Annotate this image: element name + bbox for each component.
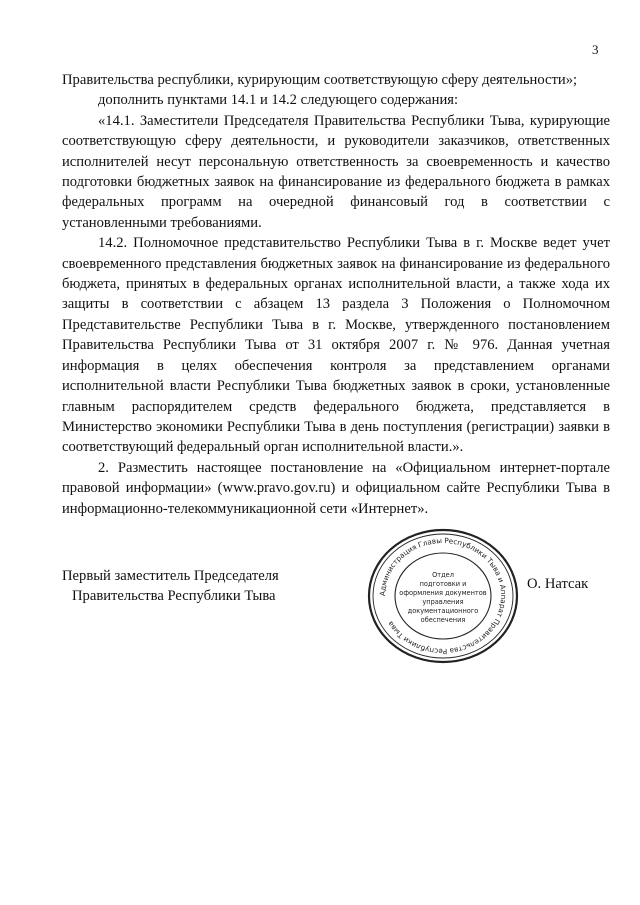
document-body — [62, 70, 610, 519]
signatory-title-line1: Первый заместитель Председателя — [62, 568, 279, 584]
stamp-center-line: оформления документов — [399, 589, 487, 597]
signatory-title-line2: Правительства Республики Тыва — [72, 588, 276, 605]
signature-block — [62, 566, 279, 607]
page-number: 3 — [592, 42, 599, 57]
signatory-name: О. Натсак — [527, 576, 589, 592]
paragraph-14-1: «14.1. Заместители Председателя Правительства Республики Тыва, курирующие соответствующую сферу деятельности, и руководители заказчиков, ответственных исполнителей несут персональную ответственность за своевременность и качество подготовки бюджетных заявок на финансирование из федерального бюджета в рамках федеральных программ на очередной финансовый год в соответствии с установленными требованиями. — [62, 112, 610, 231]
stamp-center-line: обеспечения — [420, 616, 466, 624]
paragraph-14-2: 14.2. Полномочное представительство Республики Тыва в г. Москве ведет учет своевременного представления бюджетных заявок на финансирование из федерального бюджета, принятых в федеральных органах исполнительной власти, а также хода их защиты в соответствии с абзацем 13 раздела 3 Положения о Полномочном Представительстве Республики Тыва в г. Москве, утвержденного постановлением Правительства Республики Тыва от 31 октября 2007 г. № 976. Данная учетная информация в целях обеспечения контроля за представлением органами исполнительной власти Республики Тыва бюджетных заявок в сроки, установленные главным распорядителем средств федерального бюджета, представляется в Министерство экономики Республики Тыва в день поступления (регистрации) заявки в соответствующий федеральный орган исполнительной власти.». — [62, 235, 610, 456]
paragraph-2-publish: 2. Разместить настоящее постановление на «Официальном интернет-портале правовой информации» (www.pravo.gov.ru) и официальном сайте Республики Тыва в информационно-телекоммуникационной сети «Интернет». — [62, 459, 610, 517]
stamp-outer-text: Администрация Главы Республики Тыва и Аппарат Правительства Республики Тыва — [377, 535, 509, 657]
stamp-center-line: подготовки и — [419, 580, 467, 588]
stamp-center-line: Отдел — [432, 571, 454, 579]
paragraph-amendment-intro: дополнить пунктами 14.1 и 14.2 следующего содержания: — [98, 92, 459, 109]
stamp-center-text — [399, 571, 486, 624]
stamp-center-line: документационного — [407, 607, 479, 615]
paragraph-continuation: Правительства республики, курирующим соответствующую сферу деятельности»; — [62, 72, 578, 88]
stamp-center-line: управления — [422, 598, 464, 606]
official-stamp — [366, 528, 520, 664]
